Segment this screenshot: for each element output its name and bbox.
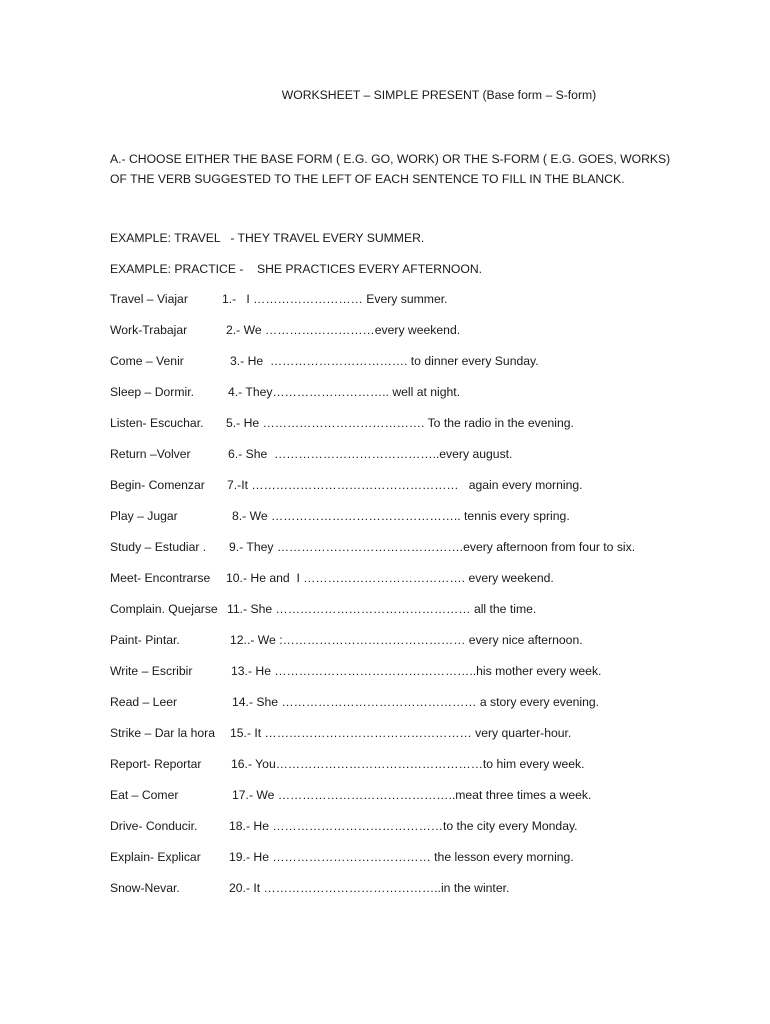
exercise-sentence: 19.- He ………………………………… the lesson every morning. [229, 850, 574, 864]
example-2: EXAMPLE: PRACTICE - SHE PRACTICES EVERY AFTERNOON. [110, 262, 483, 276]
example-1: EXAMPLE: TRAVEL - THEY TRAVEL EVERY SUMMER. [110, 231, 425, 245]
exercise-sentence: 5.- He …………………………………. To the radio in the evening. [226, 416, 574, 430]
exercise-sentence: 1.- I ……………………… Every summer. [222, 292, 448, 306]
exercise-row [110, 416, 710, 447]
exercise-row [110, 478, 710, 509]
exercise-row [110, 354, 710, 385]
exercise-row [110, 633, 710, 664]
exercise-sentence: 2.- We ………………………every weekend. [226, 323, 461, 337]
exercise-sentence: 4.- They……………………….. well at night. [228, 385, 461, 399]
exercise-sentence: 15.- It …………………………………………… very quarter-hour. [230, 726, 572, 740]
exercise-sentence: 8.- We ……………………………………….. tennis every spring. [232, 509, 570, 523]
exercise-verb: Snow-Nevar. [110, 881, 180, 895]
exercise-row [110, 695, 710, 726]
exercise-sentence: 9.- They ……………………………………….every afternoon from four to six. [229, 540, 636, 554]
exercise-verb: Report- Reportar [110, 757, 202, 771]
exercise-row [110, 571, 710, 602]
instructions-line-2: OF THE VERB SUGGESTED TO THE LEFT OF EACH SENTENCE TO FILL IN THE BLANCK. [110, 171, 625, 186]
exercise-row [110, 385, 710, 416]
exercise-row [110, 819, 710, 850]
exercise-sentence: 3.- He ……………………………. to dinner every Sunday. [230, 354, 539, 368]
exercise-verb: Come – Venir [110, 354, 184, 368]
exercise-sentence: 7.-It …………………………………………… again every morning. [227, 478, 583, 492]
exercise-row [110, 788, 710, 819]
exercise-sentence: 14.- She ………………………………………… a story every evening. [232, 695, 600, 709]
exercise-row [110, 602, 710, 633]
exercise-verb: Study – Estudiar . [110, 540, 207, 554]
exercise-row [110, 509, 710, 540]
exercise-verb: Drive- Conducir. [110, 819, 198, 833]
exercise-sentence: 20.- It ……………………………………..in the winter. [229, 881, 510, 895]
exercise-verb: Explain- Explicar [110, 850, 201, 864]
exercise-sentence: 6.- She …………………………………..every august. [228, 447, 513, 461]
exercise-verb: Listen- Escuchar. [110, 416, 204, 430]
exercise-verb: Complain. Quejarse [110, 602, 218, 616]
exercise-row [110, 323, 710, 354]
exercise-row [110, 850, 710, 881]
exercise-verb: Begin- Comenzar [110, 478, 205, 492]
exercise-list [110, 292, 710, 912]
exercise-verb: Strike – Dar la hora [110, 726, 215, 740]
exercise-verb: Travel – Viajar [110, 292, 188, 306]
exercise-verb: Write – Escribir [110, 664, 193, 678]
exercise-verb: Play – Jugar [110, 509, 178, 523]
exercise-row [110, 540, 710, 571]
exercise-row [110, 726, 710, 757]
exercise-sentence: 18.- He ……………………………………to the city every Monday. [229, 819, 578, 833]
exercise-sentence: 10.- He and I …………………………………. every weekend. [226, 571, 554, 585]
exercise-sentence: 17.- We ……………………………………..meat three times a week. [232, 788, 592, 802]
exercise-row [110, 757, 710, 788]
exercise-sentence: 11.- She ………………………………………… all the time. [227, 602, 537, 616]
exercise-sentence: 16.- You……………………………………………to him every week. [231, 757, 585, 771]
worksheet-title: WORKSHEET – SIMPLE PRESENT (Base form – S-form) [281, 88, 597, 102]
instructions [110, 150, 670, 189]
exercise-verb: Eat – Comer [110, 788, 179, 802]
instructions-line-1: A.- CHOOSE EITHER THE BASE FORM ( E.G. GO, WORK) OR THE S-FORM ( E.G. GOES, WORKS) [110, 152, 671, 166]
exercise-verb: Return –Volver [110, 447, 191, 461]
exercise-row [110, 881, 710, 912]
exercise-sentence: 12..- We :……………………………………… every nice afternoon. [230, 633, 583, 647]
exercise-row [110, 292, 710, 323]
exercise-sentence: 13.- He …………………………………………..his mother every week. [231, 664, 602, 678]
exercise-verb: Work-Trabajar [110, 323, 188, 337]
exercise-row [110, 664, 710, 695]
exercise-verb: Read – Leer [110, 695, 178, 709]
exercise-verb: Sleep – Dormir. [110, 385, 194, 399]
exercise-row [110, 447, 710, 478]
exercise-verb: Meet- Encontrarse [110, 571, 211, 585]
exercise-verb: Paint- Pintar. [110, 633, 180, 647]
